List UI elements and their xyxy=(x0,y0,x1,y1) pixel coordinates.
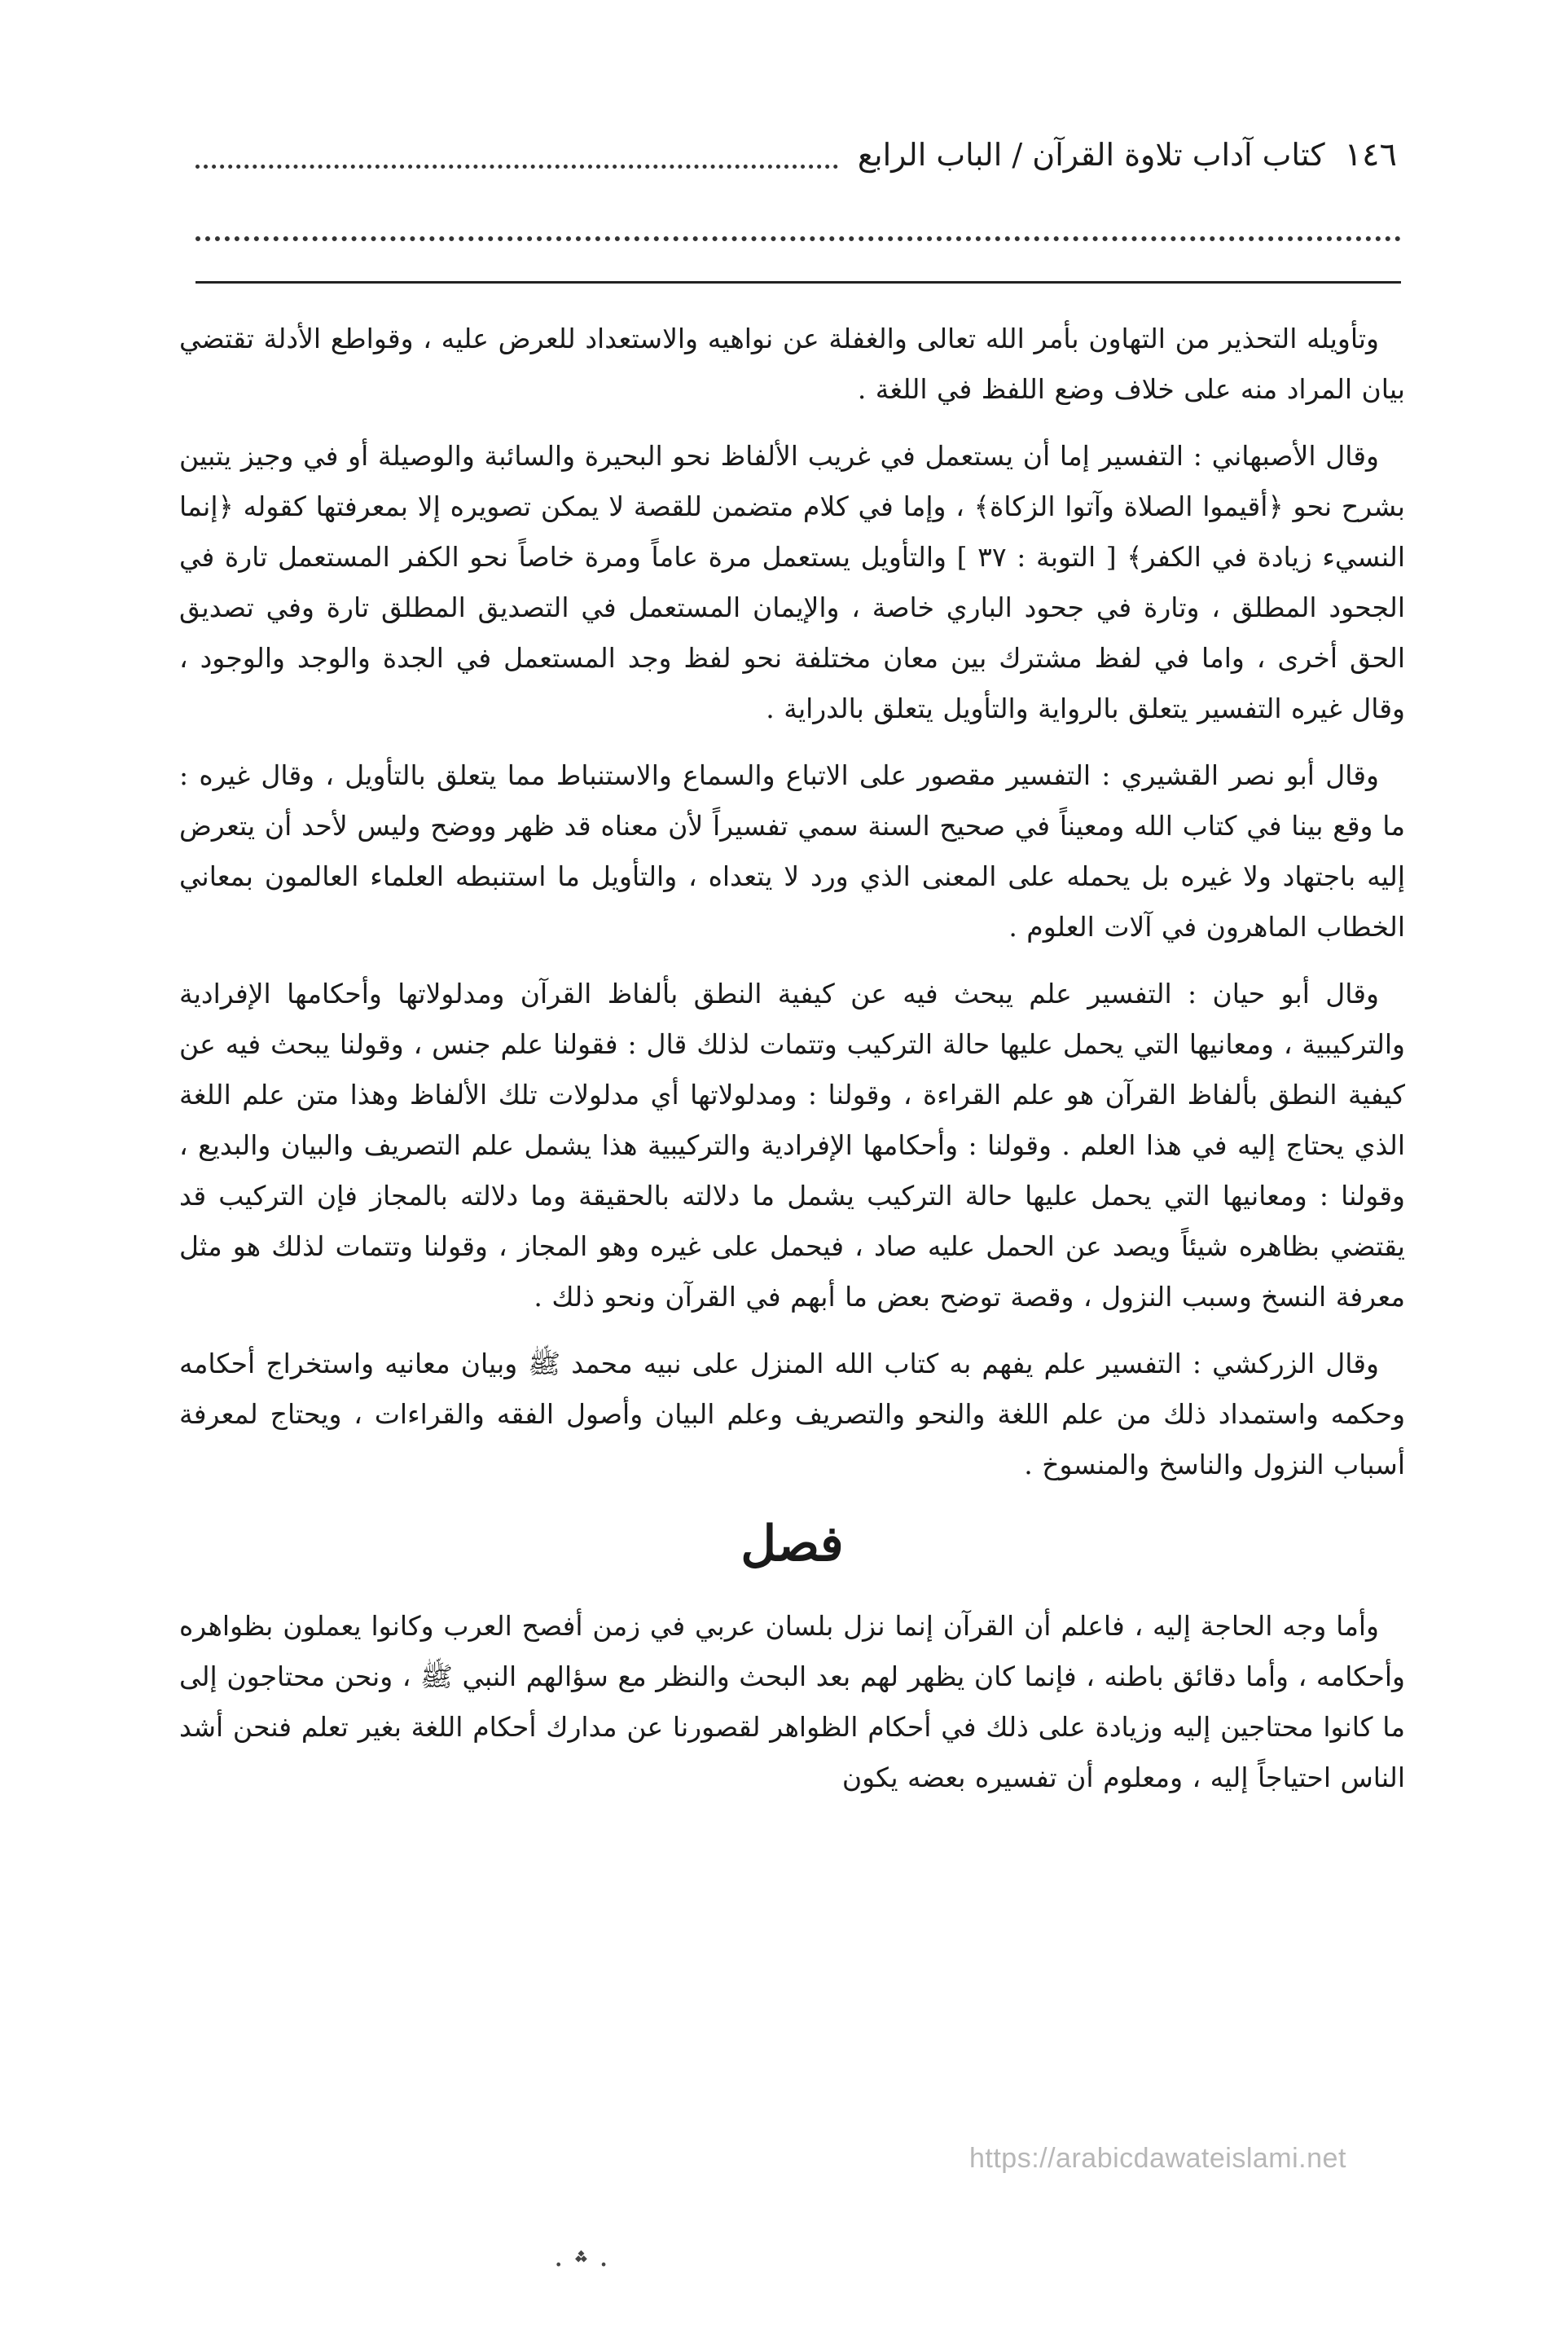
page-number: ١٤٦ xyxy=(1344,136,1397,174)
main-text xyxy=(179,314,1405,1819)
running-title: كتاب آداب تلاوة القرآن / الباب الرابع xyxy=(857,137,1325,173)
paragraph: وأما وجه الحاجة إليه ، فاعلم أن القرآن إنما نزل بلسان عربي في زمن أفصح العرب وكانوا يعملون بظواهره وأحكامه ، وأما دقائق باطنه ، فإنما كان يظهر لهم بعد البحث والنظر مع سؤالهم النبي ﷺ ، ونحن محتاجون إلى ما كانوا محتاجين إليه وزيادة على ذلك في أحكام الظواهر لقصورنا عن مدارك أحكام اللغة بغير تعلم فنحن أشد الناس احتياجاً إليه ، ومعلوم أن تفسيره بعضه يكون xyxy=(179,1610,1405,1793)
source-watermark: https://arabicdawateislami.net xyxy=(969,2143,1346,2174)
paragraph: وتأويله التحذير من التهاون بأمر الله تعالى والغفلة عن نواهيه والاستعداد للعرض عليه ، وقواطع الأدلة تقتضي بيان المراد منه على خلاف وضع اللفظ في اللغة . xyxy=(179,323,1405,405)
paragraph: وقال الزركشي : التفسير علم يفهم به كتاب الله المنزل على نبيه محمد ﷺ وبيان معانيه واستخراج أحكامه وحكمه واستمداد ذلك من علم اللغة والنحو والتصريف وعلم البيان وأصول الفقه والقراءات ، ويحتاج لمعرفة أسباب النزول والناسخ والمنسوخ . xyxy=(179,1348,1406,1480)
section-heading: فصل xyxy=(740,1515,844,1573)
scan-marks: · ؞ · xyxy=(554,2249,608,2282)
paragraph: وقال أبو حيان : التفسير علم يبحث فيه عن كيفية النطق بألفاظ القرآن ومدلولاتها وأحكامها الإفرادية والتركيبية ، ومعانيها التي يحمل عليها حالة التركيب وتتمات لذلك قال : فقولنا علم جنس ، وقولنا يبحث فيه عن كيفية النطق بألفاظ القرآن هو علم القراءة ، وقولنا : ومدلولاتها أي مدلولات تلك الألفاظ وهذا متن علم اللغة الذي يحتاج إليه في هذا العلم . وقولنا : وأحكامها الإفرادية والتركيبية هذا يشمل علم التصريف والبيان والبديع ، وقولنا : ومعانيها التي يحمل عليها حالة التركيب يشمل ما دلالته بالحقيقة وما دلالته بالمجاز فإن التركيب قد يقتضي بظاهره شيئاً ويصد عن الحمل عليه صاد ، فيحمل على غيره وهو المجاز ، وقولنا وتتمات لذلك هو مثل معرفة النسخ وسبب النزول ، وقصة توضح بعض ما أبهم في القرآن ونحو ذلك . xyxy=(179,978,1405,1313)
running-header xyxy=(187,130,1397,179)
header-solid-rule xyxy=(195,281,1401,284)
header-dotted-rule xyxy=(195,236,1401,241)
paragraph: وقال الأصبهاني : التفسير إما أن يستعمل في غريب الألفاظ نحو البحيرة والسائبة والوصيلة أو في وجيز يتبين بشرح نحو ﴿أقيموا الصلاة وآتوا الزكاة﴾ ، وإما في كلام متضمن للقصة لا يمكن تصويره إلا بمعرفتها كقوله ﴿إنما النسيء زيادة في الكفر﴾ [ التوبة : ٣٧ ] والتأويل يستعمل مرة عاماً ومرة خاصاً نحو الكفر المستعمل تارة في الجحود المطلق ، وتارة في جحود الباري خاصة ، والإيمان المستعمل في التصديق المطلق تارة وفي تصديق الحق أخرى ، واما في لفظ مشترك بين معان مختلفة نحو لفظ وجد المستعمل في الجدة والوجد والوجود ، وقال غيره التفسير يتعلق بالرواية والتأويل يتعلق بالدراية . xyxy=(179,440,1406,724)
paragraph: وقال أبو نصر القشيري : التفسير مقصور على الاتباع والسماع والاستنباط مما يتعلق بالتأويل ، وقال غيره : ما وقع بينا في كتاب الله ومعيناً في صحيح السنة سمي تفسيراً لأن معناه قد ظهر ووضح وليس لأحد أن يتعرض إليه باجتهاد ولا غيره بل يحمله على المعنى الذي ورد لا يتعداه ، والتأويل ما استنبطه العلماء العالمون بمعاني الخطاب الماهرون في آلات العلوم . xyxy=(179,759,1405,943)
header-dot-leader xyxy=(195,142,838,169)
